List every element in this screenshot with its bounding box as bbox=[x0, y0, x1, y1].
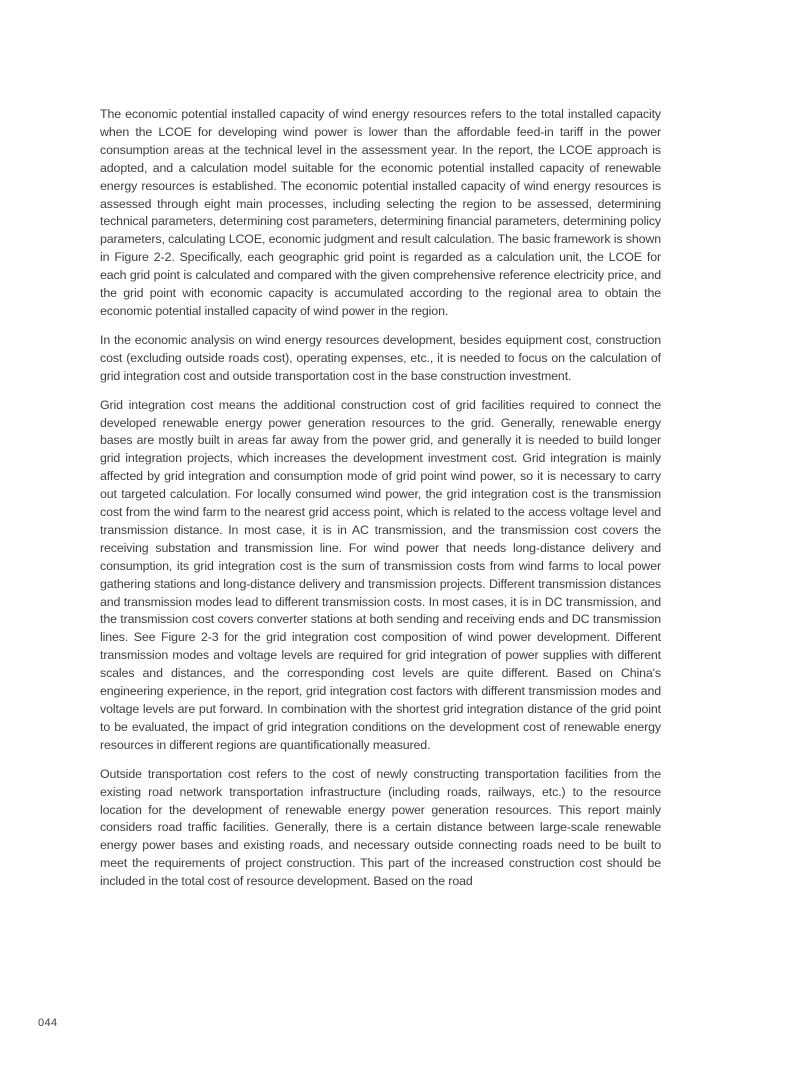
paragraph-economic-potential: The economic potential installed capacity of wind energy resources refers to the total installed capacity when the LCOE for developing wind power is lower than the affordable feed-in tariff in the power consumption areas at the technical level in the assessment year. In the report, the LCOE approach is adopted, and a calculation model suitable for the economic potential installed capacity of renewable energy resources is established. The economic potential installed capacity of wind energy resources is assessed through eight main processes, including selecting the region to be assessed, determining technical parameters, determining cost parameters, determining financial parameters, determining policy parameters, calculating LCOE, economic judgment and result calculation. The basic framework is shown in Figure 2-2. Specifically, each geographic grid point is regarded as a calculation unit, the LCOE for each grid point is calculated and compared with the given comprehensive reference electricity price, and the grid point with economic capacity is accumulated according to the regional area to obtain the economic potential installed capacity of wind power in the region. bbox=[100, 107, 661, 318]
paragraph-economic-analysis: In the economic analysis on wind energy resources development, besides equipment cost, construction cost (excluding outside roads cost), operating expenses, etc., it is needed to focus on the calculation of grid integration cost and outside transportation cost in the base construction investment. bbox=[100, 332, 661, 383]
body-text bbox=[100, 106, 661, 891]
paragraph-outside-transportation-cost: Outside transportation cost refers to the cost of newly constructing transportation facilities from the existing road network transportation infrastructure (including roads, railways, etc.) to the resource location for the development of renewable energy power generation resources. This report mainly considers road traffic facilities. Generally, there is a certain distance between large-scale renewable energy power bases and existing roads, and necessary outside connecting roads need to be built to meet the requirements of project construction. This part of the increased construction cost should be included in the total cost of resource development. Based on the road bbox=[100, 766, 661, 889]
page-number: 044 bbox=[38, 1017, 58, 1029]
paragraph-grid-integration-cost: Grid integration cost means the additional construction cost of grid facilities required to connect the developed renewable energy power generation resources to the grid. Generally, renewable energy bases are mostly built in areas far away from the power grid, and generally it is needed to build longer grid integration projects, which increases the development investment cost. Grid integration is mainly affected by grid integration and consumption mode of grid point wind power, so it is necessary to carry out targeted calculation. For locally consumed wind power, the grid integration cost is the transmission cost from the wind farm to the nearest grid access point, which is related to the access voltage level and transmission distance. In most case, it is in AC transmission, and the transmission cost covers the receiving substation and transmission line. For wind power that needs long-distance delivery and consumption, its grid integration cost is the sum of transmission costs from wind farms to local power gathering stations and long-distance delivery and transmission projects. Different transmission distances and transmission modes lead to different transmission costs. In most cases, it is in DC transmission, and the transmission cost covers converter stations at both sending and receiving ends and DC transmission lines. See Figure 2-3 for the grid integration cost composition of wind power development. Different transmission modes and voltage levels are required for grid integration of power supplies with different scales and distances, and the corresponding cost levels are quite different. Based on China's engineering experience, in the report, grid integration cost factors with different transmission modes and voltage levels are put forward. In combination with the shortest grid integration distance of the grid point to be evaluated, the impact of grid integration conditions on the development cost of renewable energy resources in different regions are quantificationally measured. bbox=[100, 397, 661, 752]
